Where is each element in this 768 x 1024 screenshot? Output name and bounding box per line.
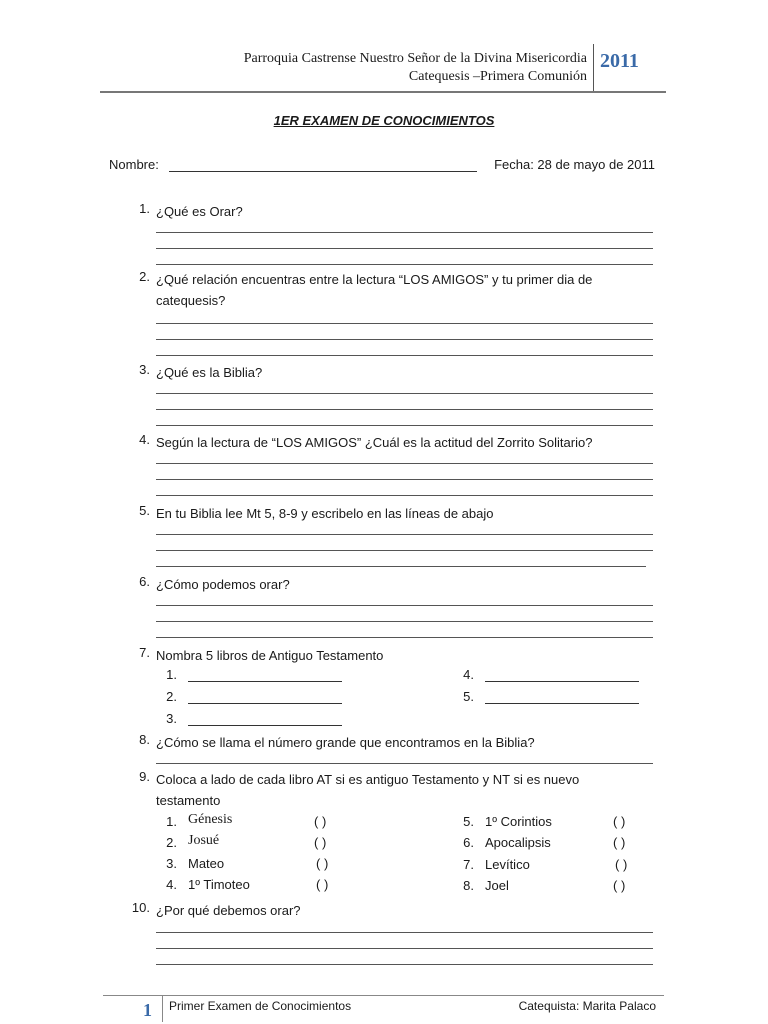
answer-line[interactable] — [156, 495, 653, 496]
question-number: 7. — [139, 645, 150, 660]
q9-answer-box[interactable]: ( ) — [316, 856, 329, 871]
answer-line[interactable] — [156, 355, 653, 356]
answer-line[interactable] — [156, 948, 653, 949]
q9-answer-box[interactable]: ( ) — [615, 857, 628, 872]
question-number: 2. — [139, 269, 150, 284]
question-text: ¿Qué es Orar? — [156, 204, 243, 219]
answer-line[interactable] — [156, 425, 653, 426]
exam-title: 1ER EXAMEN DE CONOCIMIENTOS — [273, 113, 495, 128]
header-rule — [100, 91, 666, 93]
q7-answer-line[interactable] — [485, 681, 639, 682]
question-number: 8. — [139, 732, 150, 747]
q9-answer-box[interactable]: ( ) — [314, 814, 327, 829]
answer-line[interactable] — [156, 463, 653, 464]
question-text: ¿Qué es la Biblia? — [156, 365, 263, 380]
answer-line[interactable] — [156, 932, 653, 933]
date-label: Fecha: 28 de mayo de 2011 — [494, 157, 655, 172]
q7-answer-line[interactable] — [188, 681, 342, 682]
q7-item-number: 3. — [166, 711, 177, 726]
q7-item-number: 2. — [166, 689, 177, 704]
answer-line[interactable] — [156, 248, 653, 249]
answer-line[interactable] — [156, 605, 653, 606]
question-number: 10. — [131, 900, 150, 915]
question-text: ¿Cómo podemos orar? — [156, 577, 290, 592]
q9-book-name: 1º Corintios — [485, 814, 552, 829]
answer-line[interactable] — [156, 534, 653, 535]
footer-catechist: Catequista: Marita Palaco — [518, 999, 656, 1013]
name-answer-line[interactable] — [169, 171, 477, 172]
answer-line[interactable] — [156, 409, 653, 410]
q9-book-name: Levítico — [485, 857, 530, 872]
answer-line[interactable] — [156, 964, 653, 965]
answer-line[interactable] — [156, 637, 653, 638]
q9-answer-box[interactable]: ( ) — [314, 835, 327, 850]
q7-item-number: 4. — [463, 667, 474, 682]
answer-line[interactable] — [156, 550, 653, 551]
question-text: ¿Cómo se llama el número grande que encontramos en la Biblia? — [156, 735, 535, 750]
q9-book-name: Josué — [188, 833, 220, 848]
question-text: Según la lectura de “LOS AMIGOS” ¿Cuál es la actitud del Zorrito Solitario? — [156, 435, 593, 450]
q9-book-name: Génesis — [188, 812, 233, 827]
q7-item-number: 5. — [463, 689, 474, 704]
question-text: ¿Por qué debemos orar? — [156, 903, 301, 918]
header-divider — [593, 44, 594, 92]
question-text: Nombra 5 libros de Antiguo Testamento — [156, 648, 384, 663]
answer-line[interactable] — [156, 232, 653, 233]
question-number: 3. — [139, 362, 150, 377]
answer-line[interactable] — [156, 339, 653, 340]
q9-book-name: Apocalipsis — [485, 835, 551, 850]
answer-line[interactable] — [156, 479, 653, 480]
name-date-row — [109, 157, 655, 175]
q9-item-number: 1. — [166, 814, 177, 829]
name-label: Nombre: — [109, 157, 159, 172]
header-subtitle: Catequesis –Primera Comunión — [408, 69, 587, 84]
question-number: 5. — [139, 503, 150, 518]
q9-item-number: 7. — [463, 857, 474, 872]
q9-answer-box[interactable]: ( ) — [613, 835, 626, 850]
answer-line[interactable] — [156, 323, 653, 324]
question-number: 9. — [139, 769, 150, 784]
question-text: ¿Qué relación encuentras entre la lectura “LOS AMIGOS” y tu primer dia de catequesis? — [156, 272, 593, 308]
answer-line[interactable] — [156, 763, 653, 764]
q9-answer-box[interactable]: ( ) — [613, 878, 626, 893]
q7-answer-line[interactable] — [485, 703, 639, 704]
question-text: En tu Biblia lee Mt 5, 8-9 y escribelo en las líneas de abajo — [156, 506, 494, 521]
header-parish-name: Parroquia Castrense Nuestro Señor de la Divina Misericordia — [243, 51, 587, 66]
q9-item-number: 5. — [463, 814, 474, 829]
question-number: 6. — [139, 574, 150, 589]
q9-book-name: Mateo — [188, 856, 225, 871]
question-text: Coloca a lado de cada libro AT si es antiguo Testamento y NT si es nuevo testamento — [156, 772, 580, 808]
page-header — [100, 44, 666, 92]
q9-book-name: 1º Timoteo — [188, 877, 250, 892]
page-footer — [103, 996, 664, 1022]
header-year: 2011 — [600, 50, 639, 72]
answer-line[interactable] — [156, 264, 653, 265]
q9-item-number: 8. — [463, 878, 474, 893]
question-number: 4. — [139, 432, 150, 447]
q9-item-number: 4. — [166, 877, 177, 892]
q7-item-number: 1. — [166, 667, 177, 682]
answer-line[interactable] — [156, 621, 653, 622]
q9-item-number: 6. — [463, 835, 474, 850]
footer-exam-name: Primer Examen de Conocimientos — [169, 999, 352, 1013]
q9-answer-box[interactable]: ( ) — [613, 814, 626, 829]
q7-answer-line[interactable] — [188, 725, 342, 726]
answer-line[interactable] — [156, 393, 653, 394]
q9-item-number: 3. — [166, 856, 177, 871]
q7-answer-line[interactable] — [188, 703, 342, 704]
q9-item-number: 2. — [166, 835, 177, 850]
page-number: 1 — [143, 1000, 152, 1020]
question-number: 1. — [139, 201, 150, 216]
footer-divider — [162, 996, 163, 1022]
q9-book-name: Joel — [485, 878, 509, 893]
answer-line[interactable] — [156, 566, 646, 567]
q9-answer-box[interactable]: ( ) — [316, 877, 329, 892]
